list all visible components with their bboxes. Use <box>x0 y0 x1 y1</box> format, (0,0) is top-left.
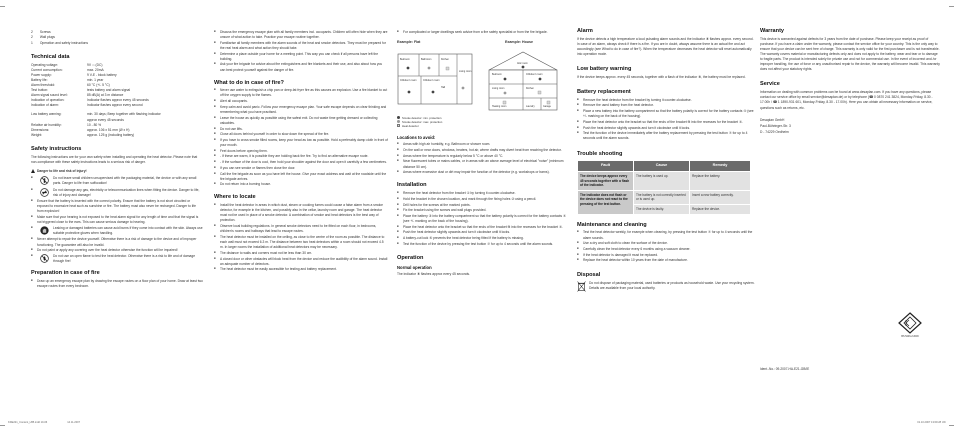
where-heading: Where to locate <box>214 194 256 201</box>
technical-data-table-2 <box>31 112 203 138</box>
list-item: ■ Areas where excessive dust or dirt may impair the function of the detector (e.g. workshops or barns). <box>397 170 569 175</box>
spec-row: Test button: tests battery and alarm signal <box>31 88 131 93</box>
list-item: ■ Remove the heat detector from the bracket by turning it counter-clockwise. <box>577 98 755 103</box>
list-item: ■ Areas with high air humidity, e.g. Bathroom or shower room. <box>397 142 569 147</box>
warranty-heading: Warranty <box>760 28 785 34</box>
advice-bullet <box>397 30 569 35</box>
smoke-detector-max-icon <box>504 91 507 94</box>
list-item: ■ Do not use lifts. <box>214 127 388 132</box>
gloves-icon <box>40 226 49 235</box>
list-item: ■ Drill holes for the screws at the marked points. <box>397 203 569 208</box>
table-row: The indicator does not flash or the device does not react to the pressing of the test button. The battery is not correctly inserted or is used up. Insert a new battery correctly. <box>578 190 751 204</box>
list-item: ■ Ask your fire brigade for advice about fire extinguishers and fire blankets and their use, and also about how you can best protect yourself against the danger of fire. <box>214 62 388 72</box>
fire-heading: What to do in case of fire? <box>214 79 284 86</box>
warning-icon <box>31 169 35 173</box>
house-crosssection <box>483 48 563 114</box>
installation-bullets <box>397 191 569 247</box>
safety-heading: Safety instructions <box>31 146 82 153</box>
list-item: ■ Remove the heat detector from the bracket ① by turning it counter-clockwise. <box>397 191 569 196</box>
spec-row: Relative air humidity: 10 - 80 % <box>31 122 102 127</box>
list-item: ■ Carefully clean the heat detector every 6 months using a vacuum cleaner. <box>577 247 755 252</box>
room-label: Kitchen <box>526 86 534 90</box>
list-item: ■ Install the heat detector in areas in which dust, steam or cooking fumes could cause a false alarm from a smoke detector, for example in the kitchen, and possibly also in the cellar, laundry room and garage. The heat detector must not be used in place of a smoke detector. A combination of smoke and heat detectors is the best way of protection. <box>214 203 388 223</box>
kitemark-label: BS 5446-2:2003 <box>901 334 919 338</box>
spec-row: Power supply: 9 V-E - block battery <box>31 72 117 77</box>
list-item: ■ If the heat detector is damaged it must be replaced. <box>577 253 755 258</box>
legend-item: Smoke detector: max. protection <box>397 120 569 124</box>
legend-item: Smoke detector: min. protection <box>397 116 569 120</box>
example-flat-label: Example: Flat <box>397 40 421 45</box>
operation-heading: Operation <box>397 254 424 261</box>
list-item: ■ Push the heat detector slightly upwards and turn it clockwise until it locks. <box>577 126 755 131</box>
list-item: ■ Never attempt to repair the device yourself. Otherwise there is a risk of damage to the device and of improper functioning. The guarantee will also be invalid. <box>31 237 203 247</box>
heat-detector-icon <box>538 91 541 94</box>
room-label: Children's room <box>400 78 417 82</box>
emergency-heading: Preparation in case of fire <box>31 270 100 277</box>
room-label: Bedroom <box>400 57 410 61</box>
table-header: Fault <box>578 161 634 172</box>
list-item: ■ Call the fire brigade as soon as you have left the house. Give your exact address and wait at the roadside until the fire brigade arrives. <box>214 172 388 182</box>
spec-row: Current consumption: max. 20mA <box>31 67 104 72</box>
room-label: Hall <box>441 85 446 89</box>
safety-item: Do not damage any gas, electricity or telecommunication lines when fitting the device. Danger to life, risk of injury and damage! <box>31 188 203 198</box>
spec-row: approx every 45 seconds <box>87 117 124 122</box>
where-bullets <box>214 203 388 272</box>
disposal-heading: Disposal <box>577 272 601 279</box>
list-item: ■ Make sure that your hearing is not exposed to the heat alarm signal for any length of time and that the signal is not triggered close to the ears. This can cause serious damage to hearing. <box>31 215 203 225</box>
list-item: ■ On the wall or near doors, windows, heaters, hot air, where drafts may divert heat from reaching the detector. <box>397 148 569 153</box>
table-row: The device beeps approx every 45 seconds together with a flash of the indicator. The battery is used up. Replace the battery. <box>578 171 751 190</box>
manufacturer-address: Desaplan GmbH Paul-Bühringer-Str. 3 D - 74229 Oedheim <box>760 117 791 134</box>
print-footer-right: 01.10.2007 13:09:28 Uhr <box>917 421 946 425</box>
table-header: Cause <box>634 161 690 172</box>
spec-row: Indication of operation: Indicator flashes approx every 45 seconds <box>31 98 149 103</box>
list-item: ■ The distance to walls and corners must not be less than 30 cm. <box>214 251 388 256</box>
list-item: ■ Do not return into a burning house. <box>214 182 388 187</box>
diagram-titles <box>397 40 569 45</box>
list-item: ■ Observe local building regulations. In general smoke detectors need to be fitted on each floor, in bedrooms, children's rooms and hallways that lead to escape routes. <box>214 224 388 234</box>
room-label: Bathroom <box>421 57 432 61</box>
alarm-text: If the device detects a high temperature a loud pulsating alarm sounds and the indicator ⑧ flashes approx. every second. In case of an alarm, always check if there is a fire. If you are in doubt, always assume there is an actual fire and act accordingly (see What to do in case of fire?). When the temperature decreases the heat detector will reset automatically into operation mode. <box>577 36 754 57</box>
replacement-bullets <box>577 98 755 142</box>
table-row: The device is faulty. Replace the device. <box>578 205 751 215</box>
troubleshooting-heading: Trouble shooting <box>577 150 623 157</box>
room-label: Attic room <box>517 61 528 65</box>
print-footer-left: KDE221_Content_LB5.indd 10-06 14.11.2007 <box>8 421 81 425</box>
list-item: ■ - If the surface of the door is cool, then hold your shoulder against the door and open it carefully a few centimetres. <box>214 160 388 165</box>
room-label: Laundry <box>526 104 535 108</box>
heat-detector-icon <box>503 101 506 104</box>
safety-item: Leaking or damaged batteries can cause acid burns if they come into contact with the skin. Always use suitable protective gloves when handling. <box>31 226 203 236</box>
emergency-bullets <box>31 279 203 289</box>
room-label: Bedroom <box>492 72 502 76</box>
list-item: ■ Never use water to extinguish a chip pan or deep-fat fryer fire as this causes an explosion. Use a fire blanket to cut off the oxygen supply to the flames. <box>214 88 388 98</box>
list-item: ■ Place the heat detector onto the bracket so that the ends of the bracket fit into the recesses for the bracket ⑤. <box>577 120 755 125</box>
box-contents-list <box>31 30 203 46</box>
avoid-heading: Locations to avoid: <box>397 135 436 141</box>
list-item: ■ The heat detector must be installed on the ceiling, as close to the centre of the room as possible. The distance to each wall must not exceed 6.3 m. The distance between two heat detectors within a room should not exceed 4.5 m. In larger rooms the installation of additional heat detectors may be necessary. <box>214 235 388 250</box>
room-label: Living room <box>459 69 472 73</box>
list-item: ■ Test the function of the device by pressing the test button ⑦ for up to 4 seconds until the alarm sounds. <box>397 242 569 247</box>
spec-row: Low battery warning: min. 30 days; Beep together with flashing indicator <box>31 112 161 117</box>
normal-operation-heading: Normal operation <box>397 264 432 270</box>
no-children-icon <box>40 176 49 185</box>
danger-warning: Danger to life and risk of injury! <box>31 169 203 174</box>
list-item: ■ Use a dry and soft cloth to clean the surface of the device. <box>577 241 755 246</box>
low-battery-heading: Low battery warning <box>577 66 632 73</box>
list-item: ■ Place the heat detector onto the bracket so that the ends of the bracket fit into the recesses for the bracket ⑤. <box>397 225 569 230</box>
disposal-block <box>577 281 755 294</box>
list-item: ■ Near fluorescent tubes or mains cables, or in areas with an above average level of electrical "noise" (minimum distance 50 cm). <box>397 159 569 169</box>
kitemark-icon <box>897 312 923 334</box>
spec-row: Battery life: min. 1 year <box>31 77 104 82</box>
list-item: ■ Close all doors behind yourself in order to slow down the spread of the fire. <box>214 132 388 137</box>
safety-bullets <box>31 199 203 225</box>
list-item: ■ Test the function of the device immediately after the battery replacement by pressing the test button ⑦ for up to 4 seconds until the alarm sounds. <box>577 131 755 141</box>
alarm-heading: Alarm <box>577 28 593 34</box>
list-item: ■ Feel doors before opening them. <box>214 149 388 154</box>
list-item: ■ Leave the house as quickly as possible using the safest exit. Do not waste time getting dressed or collecting valuables. <box>214 116 388 126</box>
safety-item: Do not leave small children unsupervised with the packaging material, the device or with any small parts. Danger to life from suffocation! <box>31 176 203 186</box>
fire-bullets <box>214 88 388 187</box>
smoke-detector-min-icon <box>408 90 411 93</box>
room-label: Heating room <box>492 104 507 108</box>
heat-detector-icon <box>446 67 449 70</box>
list-item: ■ Do not paint or apply any covering over the heat detector otherwise the function will be impaired! <box>31 248 203 253</box>
list-item: ■ Push the heat detector slightly upwards and turn it clockwise until it locks. <box>397 230 569 235</box>
troubleshooting-table <box>577 160 751 215</box>
warranty-text: This device is warranted against defects for 3 years from the date of purchase. Please keep your receipt as proof of purchase. If you have a claim under the warranty, please contact the service office for your country. This is the only way to ensure that your device can be sent free of charge. This warranty is only valid for the first purchaser and is not transferable. The warranty covers material or manufacturing defects only and does not apply to the battery, wear and tear or to damage to fragile parts. The product is intended solely for private use and not for commercial use. In the event of incorrect and /or improper handling, the use of force or any unauthorised repair to the device, the warranty will become invalid. This warranty does not affect your statutory rights. <box>760 36 940 72</box>
list-item: ■ - If these are warm, it is possible they are holding back the fire. Try to find an alternative escape route. <box>214 154 388 159</box>
disposal-text: Do not dispose of packaging material, used batteries or products as household waste. Use your recycling system. Details are available from your local authority. <box>589 281 755 291</box>
room-label: Kitchen <box>441 57 449 61</box>
list-item: 1 Operation and safety instructions <box>31 40 89 45</box>
room-label: Children's room <box>423 78 440 82</box>
maintenance-bullets <box>577 230 755 263</box>
room-label: Children's room <box>526 72 543 76</box>
list-item: ■ Fix the bracket using the screws and wall plugs provided. <box>397 208 569 213</box>
list-item: ■ Draw up an emergency escape plan by drawing the escape routes on a floor plan of your home. Draw at least two escape routes from every bedroom. <box>31 279 203 289</box>
installation-heading: Installation <box>397 182 427 189</box>
room-label: Living room <box>492 86 505 90</box>
placement-diagrams <box>397 48 569 114</box>
smoke-detector-min-icon <box>504 77 507 80</box>
safety-intro: The following instructions are for your own safety when installing and operating the heat detector. Please note that non-compliance with these safety instructions leads to a serious risk of danger. <box>31 154 198 164</box>
list-item: ■ Replace the heat detector within 10 years from the date of manufacture. <box>577 258 755 263</box>
spec-row: Weight: approx. 125 g (including battery) <box>31 132 135 137</box>
list-item: ■ If you can see smoke or flames then close the door. <box>214 166 388 171</box>
list-item: ■ Hold the bracket in the chosen location, and mark through the fixing holes ② using a pencil. <box>397 197 569 202</box>
smoke-detector-min-icon <box>432 90 435 93</box>
list-item: ■ A battery-cut lock ⑥ prevents the heat detector being fitted if the battery is missing. <box>397 236 569 241</box>
column-2 <box>214 0 388 431</box>
list-item: ■ For complicated or larger dwellings seek advice from a fire safety specialist or from the fire brigade. <box>397 30 569 35</box>
list-item: ■ The heat detector must be easily accessible for testing and battery replacement. <box>214 267 388 272</box>
maintenance-heading: Maintenance and cleaning <box>577 221 647 228</box>
battery-replacement-heading: Battery replacement <box>577 88 631 95</box>
flat-floorplan <box>397 48 473 114</box>
example-house-label: Example: House <box>505 40 533 45</box>
heat-detector-icon <box>547 101 550 104</box>
escape-plan-bullets <box>214 30 388 73</box>
column-1 <box>31 0 203 431</box>
no-damage-icon <box>40 188 49 197</box>
safety-item: Do not use an open flame to test the heat detector. Otherwise there is a risk to life and of damage through fire! <box>31 254 203 264</box>
recycle-bin-icon <box>577 281 586 294</box>
smoke-detector-min-icon <box>407 66 410 69</box>
smoke-detector-max-icon <box>462 86 465 89</box>
kitemark <box>895 312 925 339</box>
column-4 <box>577 0 755 431</box>
low-battery-text: If the device beeps approx. every 45 seconds, together with a flash of the indicator ⑧, the battery must be replaced. <box>577 74 746 79</box>
list-item: ■ Areas where the temperature is regularly below 5 °C or above 40 °C. <box>397 154 569 159</box>
list-item: ■ Place the battery ③ into the battery compartment so that the battery polarity is correct for the battery contacts ④ (see +/- marking on the back of the housing). <box>397 214 569 224</box>
spec-row: Dimensions: approx. 106 x 51 mm (Ø x H) <box>31 127 130 132</box>
list-item: ■ Familiarise all family members with the alarm sounds of the heat and smoke detectors. They must be prepared for the real heat alarm and what action they should take. <box>214 41 388 51</box>
list-item: ■ Alert all occupants. <box>214 99 388 104</box>
column-3 <box>397 0 569 431</box>
room-label: Garage <box>543 104 551 108</box>
no-flame-icon <box>40 254 49 263</box>
list-item: ■ Ensure that the battery is inserted with the correct polarity. Ensure that the battery is not short circuited or exposed to excessive heat such as sunshine or fire. The battery must also never be recharged. Danger to life from explosion! <box>31 199 203 214</box>
list-item: 2 Screws <box>31 30 51 34</box>
service-heading: Service <box>760 81 780 88</box>
spec-row: Indication of alarm: Indicator flashes approx every second <box>31 103 143 108</box>
technical-data-heading: Technical data <box>31 53 70 60</box>
list-item: ■ Place a new battery into the battery compartment so that the battery polarity is correct for the battery contacts ④ (see +/- marking on the back of the housing). <box>577 109 755 119</box>
list-item: 2 Wall plugs <box>31 35 55 40</box>
list-item: ■ Keep calm and avoid panic. Follow your emergency escape plan. Your safe escape depends on clear thinking and remembering what you have practised. <box>214 105 388 115</box>
list-item: ■ Test the heat detector weekly, for example when cleaning, by pressing the test button ⑦ for up to 4 seconds until the alarm sounds. <box>577 230 755 240</box>
list-item: ■ If you have to cross smoke filled rooms, keep your head as low as possible. Hold a preferably damp cloth in front of your mouth. <box>214 138 388 148</box>
column-5 <box>760 0 940 431</box>
table-header: Remedy <box>690 161 751 172</box>
smoke-detector-max-icon <box>428 66 431 69</box>
service-text: Information on dealing with common problems can be found at www.desaplan.com. If you have any questions, please contact our service office by email service@desaplan.de) or by telephone (☎ 0 0870 241 3824, Monday-Friday, 8.30 - 17.00h / ☎ 1 1890-931 601, Monday-Friday, 8.30 - 17.00h). Here you can obtain all necessary information on service, questions such as returns, etc. <box>760 90 933 110</box>
spec-row: Operating voltage: 9V ⎓ (DC) <box>31 62 103 67</box>
normal-operation-text: The indicator ⑧ flashes approx every 45 seconds. <box>397 271 470 276</box>
safety-bullets-2 <box>31 237 203 253</box>
diagram-legend <box>397 116 569 129</box>
list-item: ■ Discuss the emergency escape plan with all family members incl. occupants. Children will often hide when they are unsure of what action to take. Practice your escape routine together. <box>214 30 388 40</box>
smoke-detector-min-icon <box>539 77 542 80</box>
list-item: ■ A closed door or other obstacles will block heat from the device and reduce the audibility of the alarm sound. Install an adequate number of detectors. <box>214 257 388 267</box>
legend-item: Heat detector <box>397 124 569 128</box>
ident-number: Ident.-No.: 09-2007-HA-E21-GB/IE <box>760 367 810 371</box>
spec-row: Alarm threshold: 60 °C (+/- 5 °C) <box>31 82 110 87</box>
spec-row: Alarm signal sound level: 85 dB(A) at 3 m distance <box>31 93 124 98</box>
technical-data-table <box>31 63 203 109</box>
list-item: ■ Remove the used battery from the heat detector. <box>577 103 755 108</box>
list-item: ■ Determine a place outside your home for a meeting point. This way you can check if all persons have left the building. <box>214 52 388 62</box>
smoke-detector-min-icon <box>522 65 525 68</box>
avoid-bullets <box>397 142 569 175</box>
